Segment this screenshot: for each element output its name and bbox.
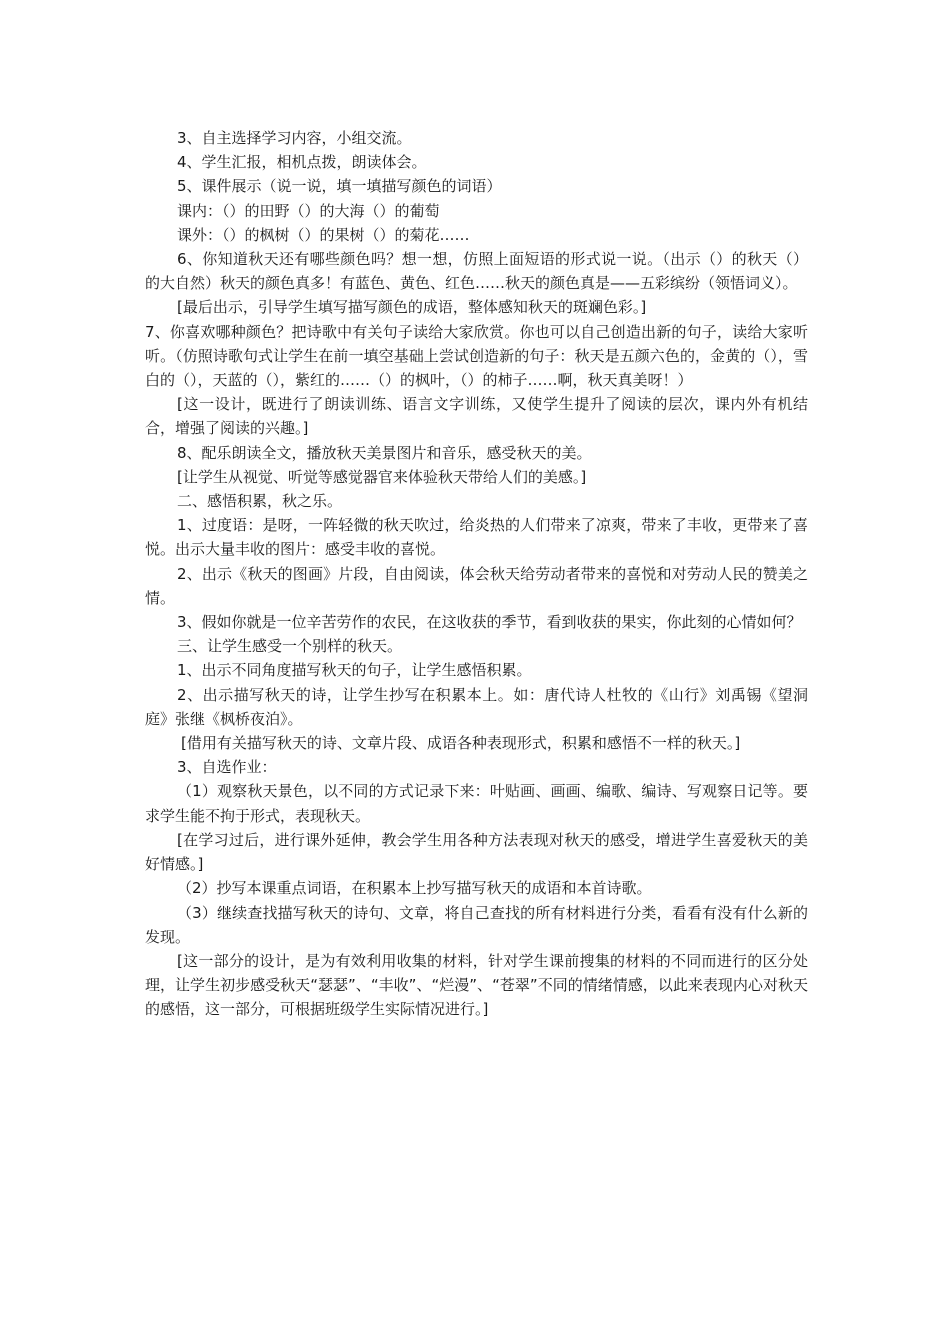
paragraph: （1）观察秋天景色，以不同的方式记录下来：叶贴画、画画、编歌、编诗、写观察日记等。要求学生能不拘于形式，表现秋天。 (145, 782, 808, 825)
paragraph: 课内：（）的田野（）的大海（）的葡萄 (177, 201, 440, 220)
section-heading: 三、让学生感受一个别样的秋天。 (177, 637, 403, 656)
paragraph: 7、你喜欢哪种颜色？把诗歌中有关句子读给大家欣赏。你也可以自己创造出新的句子，读给大家听听。（仿照诗歌句式让学生在前一填空基础上尝试创造新的句子：秋天是五颜六色的，金黄的（），雪白的（），天蓝的（），紫红的……（）的枫叶，（）的柿子……啊，秋天真美呀！） (145, 322, 808, 390)
paragraph: 3、自主选择学习内容，小组交流。 (177, 129, 412, 147)
paragraph: 1、过度语：是呀，一阵轻微的秋天吹过，给炎热的人们带来了凉爽，带来了丰收，更带来了喜悦。出示大量丰收的图片：感受丰收的喜悦。 (145, 516, 808, 559)
paragraph: [在学习过后，进行课外延伸，教会学生用各种方法表现对秋天的感受，增进学生喜爱秋天的美好情感。] (145, 830, 808, 874)
paragraph: 6、你知道秋天还有哪些颜色吗？想一想，仿照上面短语的形式说一说。（出示（）的秋天（）的大自然）秋天的颜色真多！有蓝色、黄色、红色……秋天的颜色真是——五彩缤纷（领悟词义）。 (145, 250, 808, 293)
paragraph: [借用有关描写秋天的诗、文章片段、成语各种表现形式，积累和感悟不一样的秋天。] (181, 734, 741, 753)
paragraph: 8、配乐朗读全文，播放秋天美景图片和音乐，感受秋天的美。 (177, 443, 592, 462)
paragraph: 5、课件展示（说一说，填一填描写颜色的词语） (177, 177, 502, 196)
paragraph: 课外：（）的枫树（）的果树（）的菊花…… (177, 225, 470, 244)
paragraph: 2、出示《秋天的图画》片段，自由阅读，体会秋天给劳动者带来的喜悦和对劳动人民的赞美之情。 (145, 564, 808, 607)
paragraph: [这一部分的设计，是为有效利用收集的材料，针对学生课前搜集的材料的不同而进行的区分处理，让学生初步感受秋天“瑟瑟”、“丰收”、“烂漫”、“苍翠”不同的情绪情感，以此来表现内心对秋天的感悟，这一部分，可根据班级学生实际情况进行。] (145, 951, 808, 1019)
paragraph: 3、自选作业： (177, 758, 277, 777)
paragraph: [让学生从视觉、听觉等感觉器官来体验秋天带给人们的美感。] (177, 467, 587, 486)
paragraph: 2、出示描写秋天的诗，让学生抄写在积累本上。如：唐代诗人杜牧的《山行》刘禹锡《望洞庭》张继《枫桥夜泊》。 (145, 685, 808, 728)
paragraph: [这一设计，既进行了朗读训练、语言文字训练，又使学生提升了阅读的层次，课内外有机结合，增强了阅读的兴趣。] (145, 395, 808, 438)
paragraph: （3）继续查找描写秋天的诗句、文章，将自己查找的所有材料进行分类，看看有没有什么新的发现。 (145, 903, 808, 946)
paragraph: 3、假如你就是一位辛苦劳作的农民，在这收获的季节，看到收获的果实，你此刻的心情如何？ (177, 613, 802, 632)
paragraph: （2）抄写本课重点词语，在积累本上抄写描写秋天的成语和本首诗歌。 (177, 879, 652, 898)
section-heading: 二、感悟积累，秋之乐。 (177, 492, 343, 511)
paragraph: 1、出示不同角度描写秋天的句子，让学生感悟积累。 (177, 661, 532, 680)
document-page (145, 126, 808, 1022)
paragraph: 4、学生汇报，相机点拨，朗读体会。 (177, 153, 427, 172)
paragraph: [最后出示，引导学生填写描写颜色的成语，整体感知秋天的斑斓色彩。] (177, 298, 647, 317)
